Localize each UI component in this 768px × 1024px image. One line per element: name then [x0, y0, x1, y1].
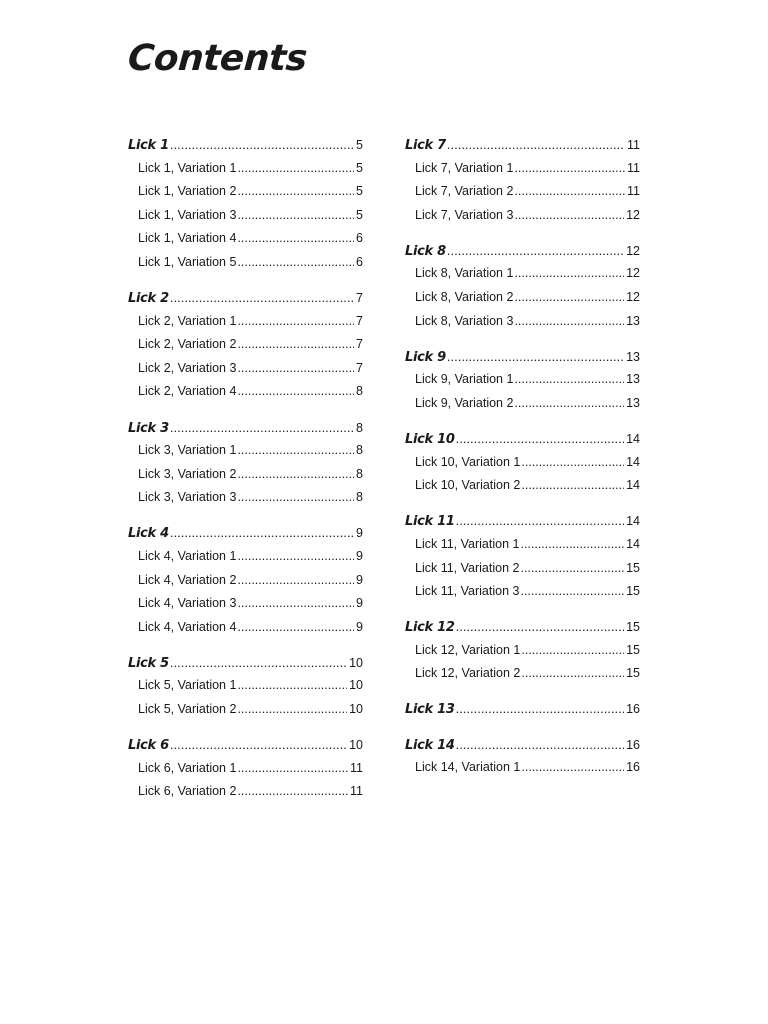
- dot-leader: [237, 227, 354, 251]
- dot-leader: [521, 662, 624, 686]
- page-number: 15: [626, 642, 640, 657]
- dot-leader: [237, 251, 354, 275]
- toc-group: [405, 697, 640, 721]
- page-number: 8: [356, 420, 363, 435]
- toc-group: [405, 239, 640, 333]
- dot-leader: [237, 616, 354, 640]
- page-number: 12: [626, 290, 640, 305]
- page-number: 15: [626, 584, 640, 599]
- toc-subentry-title: Lick 1, Variation 2: [138, 184, 237, 199]
- toc-subentry-title: Lick 12, Variation 1: [415, 642, 521, 657]
- page-number: 8: [356, 384, 363, 399]
- toc-section-entry-1-0[interactable]: [405, 133, 640, 157]
- dot-leader: [170, 651, 347, 675]
- toc-subentry-0-3-3[interactable]: [128, 616, 363, 640]
- dot-leader: [237, 698, 347, 722]
- toc-subentry-0-0-1[interactable]: [128, 180, 363, 204]
- dot-leader: [237, 757, 348, 781]
- toc-subentry-title: Lick 2, Variation 3: [138, 360, 237, 375]
- page-number: 9: [356, 526, 363, 541]
- page-number: 10: [349, 678, 363, 693]
- page-number: 8: [356, 466, 363, 481]
- toc-section-title: Lick 3: [128, 420, 169, 436]
- page-number: 9: [356, 619, 363, 634]
- page-number: 14: [626, 454, 640, 469]
- toc-subentry-1-3-0[interactable]: [405, 451, 640, 475]
- toc-subentry-title: Lick 5, Variation 2: [138, 702, 237, 717]
- toc-subentry-0-2-0[interactable]: [128, 439, 363, 463]
- dot-leader: [170, 416, 354, 440]
- toc-subentry-title: Lick 11, Variation 2: [415, 560, 520, 575]
- page-number: 11: [627, 160, 640, 175]
- dot-leader: [237, 204, 354, 228]
- toc-section-title: Lick 9: [405, 349, 446, 365]
- toc-subentry-title: Lick 14, Variation 1: [415, 760, 521, 775]
- toc-subentry-0-1-0[interactable]: [128, 310, 363, 334]
- toc-section-title: Lick 14: [405, 737, 455, 753]
- toc-section-title: Lick 6: [128, 738, 169, 754]
- toc-section-title: Lick 7: [405, 138, 446, 153]
- page-number: 9: [356, 596, 363, 611]
- page-number: 12: [626, 207, 640, 222]
- toc-section-entry-0-2[interactable]: [128, 416, 363, 440]
- dot-leader: [170, 521, 354, 545]
- dot-leader: [456, 697, 624, 721]
- dot-leader: [521, 639, 624, 663]
- toc-section-title: Lick 1: [128, 138, 169, 153]
- toc-section-entry-0-1[interactable]: [128, 286, 363, 310]
- toc-subentry-1-0-1[interactable]: [405, 180, 640, 204]
- toc-subentry-title: Lick 4, Variation 4: [138, 619, 237, 634]
- page-number: 5: [356, 138, 363, 152]
- toc-subentry-title: Lick 9, Variation 2: [415, 395, 514, 410]
- page-number: 14: [626, 536, 640, 551]
- toc-column-left: [128, 133, 363, 815]
- toc-group: [405, 733, 640, 780]
- dot-leader: [237, 463, 354, 487]
- toc-subentry-title: Lick 12, Variation 2: [415, 666, 521, 681]
- toc-subentry-title: Lick 2, Variation 4: [138, 384, 237, 399]
- toc-section-entry-1-4[interactable]: [405, 509, 640, 533]
- page-title: Contents: [126, 38, 309, 79]
- toc-subentry-title: Lick 4, Variation 3: [138, 596, 237, 611]
- toc-section-entry-1-7[interactable]: [405, 733, 640, 757]
- toc-section-title: Lick 12: [405, 620, 455, 636]
- toc-subentry-0-4-0[interactable]: [128, 674, 363, 698]
- page-number: 10: [349, 702, 363, 717]
- dot-leader: [514, 286, 624, 310]
- toc-section-title: Lick 11: [405, 514, 455, 530]
- toc-subentry-0-3-2[interactable]: [128, 592, 363, 616]
- dot-leader: [521, 756, 624, 780]
- page-number: 15: [626, 666, 640, 681]
- toc-subentry-0-0-0[interactable]: [128, 157, 363, 181]
- dot-leader: [237, 357, 354, 381]
- toc-subentry-0-5-0[interactable]: [128, 757, 363, 781]
- toc-subentry-1-7-0[interactable]: [405, 756, 640, 780]
- toc-section-entry-1-6[interactable]: [405, 697, 640, 721]
- page-number: 6: [356, 254, 363, 269]
- toc-column-right: [405, 133, 640, 791]
- page-number: 16: [626, 760, 640, 775]
- dot-leader: [237, 310, 354, 334]
- toc-subentry-title: Lick 6, Variation 1: [138, 760, 237, 775]
- toc-section-entry-0-3[interactable]: [128, 521, 363, 545]
- toc-subentry-title: Lick 1, Variation 4: [138, 231, 237, 246]
- toc-subentry-title: Lick 10, Variation 2: [415, 478, 521, 493]
- dot-leader: [456, 427, 624, 451]
- dot-leader: [237, 380, 354, 404]
- page-number: 14: [626, 478, 640, 493]
- dot-leader: [514, 157, 625, 181]
- toc-subentry-title: Lick 11, Variation 3: [415, 584, 520, 599]
- dot-leader: [514, 180, 625, 204]
- toc-subentry-0-0-2[interactable]: [128, 204, 363, 228]
- page-number: 8: [356, 490, 363, 505]
- toc-subentry-title: Lick 3, Variation 2: [138, 466, 237, 481]
- page-number: 7: [356, 360, 363, 375]
- toc-subentry-0-2-1[interactable]: [128, 463, 363, 487]
- page-number: 5: [356, 207, 363, 222]
- dot-leader: [520, 580, 624, 604]
- dot-leader: [514, 262, 624, 286]
- dot-leader: [237, 780, 348, 804]
- toc-subentry-1-1-1[interactable]: [405, 286, 640, 310]
- dot-leader: [237, 674, 347, 698]
- toc-subentry-title: Lick 4, Variation 2: [138, 572, 237, 587]
- toc-subentry-1-1-2[interactable]: [405, 310, 640, 334]
- toc-subentry-1-0-2[interactable]: [405, 204, 640, 228]
- toc-group: [128, 133, 363, 275]
- toc-subentry-title: Lick 1, Variation 5: [138, 254, 237, 269]
- toc-section-entry-0-0[interactable]: [128, 133, 363, 157]
- toc-section-title: Lick 5: [128, 655, 169, 671]
- toc-subentry-0-1-1[interactable]: [128, 333, 363, 357]
- dot-leader: [170, 733, 347, 757]
- toc-group: [128, 416, 363, 510]
- toc-subentry-0-1-3[interactable]: [128, 380, 363, 404]
- toc-subentry-title: Lick 6, Variation 2: [138, 784, 237, 799]
- toc-group: [405, 509, 640, 603]
- toc-subentry-title: Lick 7, Variation 1: [415, 160, 514, 175]
- toc-subentry-1-4-1[interactable]: [405, 557, 640, 581]
- dot-leader: [237, 592, 354, 616]
- toc-section-entry-1-5[interactable]: [405, 615, 640, 639]
- toc-section-entry-1-2[interactable]: [405, 345, 640, 369]
- toc-section-title: Lick 8: [405, 243, 446, 259]
- dot-leader: [447, 133, 625, 157]
- toc-group: [405, 345, 640, 416]
- toc-section-entry-1-1[interactable]: [405, 239, 640, 263]
- dot-leader: [237, 545, 354, 569]
- toc-subentry-0-4-1[interactable]: [128, 698, 363, 722]
- toc-subentry-title: Lick 7, Variation 2: [415, 184, 514, 199]
- dot-leader: [237, 439, 354, 463]
- page-number: 16: [626, 737, 640, 752]
- dot-leader: [237, 486, 354, 510]
- page-number: 8: [356, 443, 363, 458]
- page-number: 16: [626, 702, 640, 717]
- page-number: 11: [627, 138, 640, 152]
- page-number: 13: [626, 372, 640, 387]
- toc-subentry-title: Lick 5, Variation 1: [138, 678, 237, 693]
- page-number: 10: [349, 738, 363, 753]
- dot-leader: [514, 204, 624, 228]
- toc-group: [405, 133, 640, 227]
- page-number: 9: [356, 549, 363, 563]
- page-number: 15: [626, 620, 640, 635]
- dot-leader: [514, 368, 624, 392]
- toc-subentry-title: Lick 2, Variation 2: [138, 337, 237, 352]
- dot-leader: [514, 392, 624, 416]
- toc-subentry-title: Lick 1, Variation 3: [138, 207, 237, 222]
- page-number: 14: [626, 432, 640, 447]
- dot-leader: [447, 345, 624, 369]
- toc-section-title: Lick 10: [405, 432, 455, 448]
- dot-leader: [521, 474, 624, 498]
- page-number: 15: [626, 560, 640, 575]
- page-number: 12: [626, 243, 640, 258]
- toc-group: [128, 286, 363, 404]
- page-number: 13: [626, 313, 640, 328]
- toc-subentry-0-3-0[interactable]: [128, 545, 363, 569]
- toc-subentry-0-1-2[interactable]: [128, 357, 363, 381]
- dot-leader: [237, 180, 354, 204]
- toc-group: [128, 733, 363, 804]
- toc-subentry-title: Lick 11, Variation 1: [415, 536, 520, 551]
- toc-subentry-title: Lick 3, Variation 1: [138, 443, 237, 458]
- toc-subentry-title: Lick 4, Variation 1: [138, 549, 237, 563]
- page-number: 11: [350, 784, 363, 799]
- toc-subentry-1-1-0[interactable]: [405, 262, 640, 286]
- toc-subentry-1-2-1[interactable]: [405, 392, 640, 416]
- dot-leader: [521, 451, 624, 475]
- toc-section-title: Lick 4: [128, 526, 169, 542]
- dot-leader: [237, 569, 354, 593]
- dot-leader: [456, 509, 624, 533]
- page-number: 13: [626, 349, 640, 364]
- toc-group: [128, 651, 363, 722]
- toc-subentry-title: Lick 9, Variation 1: [415, 372, 514, 387]
- page-number: 7: [356, 291, 363, 306]
- toc-group: [405, 615, 640, 686]
- dot-leader: [520, 557, 624, 581]
- toc-subentry-title: Lick 10, Variation 1: [415, 454, 521, 469]
- toc-subentry-title: Lick 8, Variation 2: [415, 290, 514, 305]
- dot-leader: [514, 310, 624, 334]
- toc-subentry-title: Lick 2, Variation 1: [138, 313, 237, 328]
- toc-subentry-title: Lick 8, Variation 1: [415, 266, 514, 281]
- page-number: 13: [626, 395, 640, 410]
- toc-subentry-1-4-2[interactable]: [405, 580, 640, 604]
- page-number: 7: [356, 313, 363, 328]
- toc-subentry-0-0-3[interactable]: [128, 227, 363, 251]
- toc-subentry-title: Lick 3, Variation 3: [138, 490, 237, 505]
- toc-subentry-title: Lick 7, Variation 3: [415, 207, 514, 222]
- page-number: 5: [356, 184, 363, 199]
- page-number: 6: [356, 231, 363, 246]
- toc-group: [405, 427, 640, 498]
- toc-subentry-1-0-0[interactable]: [405, 157, 640, 181]
- toc-section-title: Lick 2: [128, 291, 169, 307]
- toc-section-title: Lick 13: [405, 702, 455, 718]
- dot-leader: [520, 533, 624, 557]
- toc-subentry-0-0-4[interactable]: [128, 251, 363, 275]
- toc-section-entry-0-4[interactable]: [128, 651, 363, 675]
- page-number: 9: [356, 572, 363, 587]
- page-number: 14: [626, 514, 640, 529]
- toc-group: [128, 521, 363, 639]
- page-number: 12: [626, 266, 640, 281]
- dot-leader: [170, 133, 354, 157]
- toc-subentry-1-2-0[interactable]: [405, 368, 640, 392]
- dot-leader: [170, 286, 354, 310]
- page-number: 10: [349, 655, 363, 670]
- page-number: 11: [350, 760, 363, 775]
- toc-subentry-1-5-0[interactable]: [405, 639, 640, 663]
- toc-subentry-0-2-2[interactable]: [128, 486, 363, 510]
- toc-subentry-title: Lick 8, Variation 3: [415, 313, 514, 328]
- dot-leader: [456, 733, 624, 757]
- toc-subentry-1-3-1[interactable]: [405, 474, 640, 498]
- page-number: 11: [627, 184, 640, 199]
- toc-subentry-title: Lick 1, Variation 1: [138, 160, 237, 175]
- dot-leader: [237, 333, 354, 357]
- toc-subentry-0-3-1[interactable]: [128, 569, 363, 593]
- dot-leader: [237, 157, 354, 181]
- page-number: 7: [356, 337, 363, 352]
- toc-subentry-1-5-1[interactable]: [405, 662, 640, 686]
- page-number: 5: [356, 160, 363, 175]
- toc-subentry-1-4-0[interactable]: [405, 533, 640, 557]
- dot-leader: [456, 615, 624, 639]
- toc-section-entry-1-3[interactable]: [405, 427, 640, 451]
- toc-section-entry-0-5[interactable]: [128, 733, 363, 757]
- toc-subentry-0-5-1[interactable]: [128, 780, 363, 804]
- dot-leader: [447, 239, 624, 263]
